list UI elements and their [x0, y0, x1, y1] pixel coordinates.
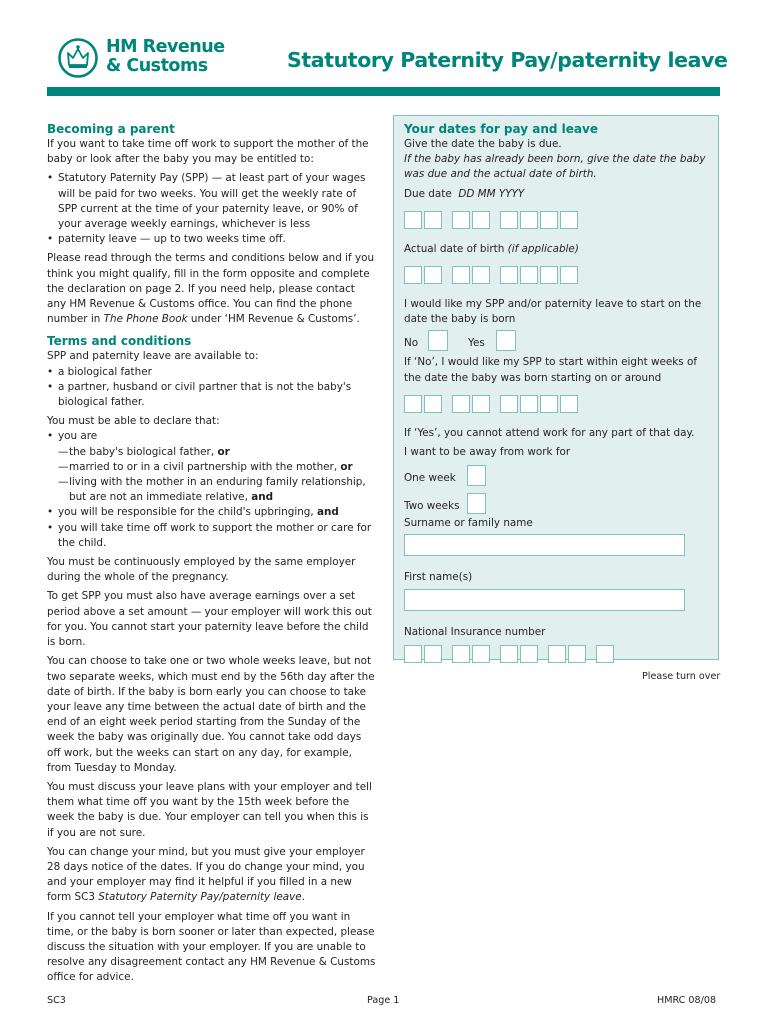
date-digit-box[interactable] — [520, 395, 538, 413]
form-heading: Your dates for pay and leave — [404, 122, 598, 136]
date-digit-box[interactable] — [540, 211, 558, 229]
no-label: No — [404, 337, 419, 350]
one-week-checkbox[interactable] — [467, 465, 486, 486]
due-date-input[interactable] — [404, 211, 708, 231]
start-question: I would like my SPP and/or paternity leave to start on the date the baby is born — [404, 298, 702, 326]
actual-date-label: Actual date of birth (if applicable) — [404, 242, 579, 255]
date-digit-box[interactable] — [404, 211, 422, 229]
if-no-text: If ‘No’, I would like my SPP to start within eight weeks of the date the baby was born starting on or around — [404, 356, 698, 384]
ni-char-box[interactable] — [472, 645, 490, 663]
ni-char-box[interactable] — [404, 645, 422, 663]
date-digit-box[interactable] — [452, 211, 470, 229]
first-name-label: First name(s) — [404, 571, 473, 584]
declaration-list — [47, 429, 377, 551]
date-digit-box[interactable] — [520, 266, 538, 284]
ni-char-box[interactable] — [424, 645, 442, 663]
para-employed: You must be continuously employed by the same employer during the whole of the pregnancy. — [47, 556, 356, 584]
para-earnings: To get SPP you must also have average earnings over a set period above a set amount — your employer will work this out for you. You cannot start your paternity leave before the child is born. — [47, 590, 372, 649]
relationship-list — [58, 445, 377, 506]
dates-form-panel — [393, 115, 719, 660]
actual-date-input[interactable] — [404, 266, 708, 286]
date-digit-box[interactable] — [452, 395, 470, 413]
list-item: — the baby's biological father, or — [58, 445, 377, 460]
brand-name: HM Revenue & Customs — [106, 37, 225, 76]
date-digit-box[interactable] — [560, 266, 578, 284]
list-item: • a biological father — [47, 365, 377, 380]
ni-char-box[interactable] — [520, 645, 538, 663]
date-digit-box[interactable] — [520, 211, 538, 229]
guidance-column — [47, 121, 377, 990]
becoming-heading: Becoming a parent — [47, 122, 175, 136]
please-turn-over: Please turn over — [642, 671, 721, 682]
ni-number-input[interactable] — [404, 645, 708, 665]
ni-char-box[interactable] — [568, 645, 586, 663]
list-item: — living with the mother in an enduring family relationship, but are not an immediate relative, and — [58, 475, 377, 505]
two-weeks-option — [404, 492, 708, 514]
page-number: Page 1 — [367, 995, 400, 1006]
entitlement-list — [47, 171, 377, 247]
declare-intro: You must be able to declare that: — [47, 415, 220, 428]
page-title: Statutory Paternity Pay/paternity leave — [287, 48, 728, 72]
terms-heading: Terms and conditions — [47, 334, 192, 349]
terms-intro: SPP and paternity leave are available to: — [47, 350, 259, 363]
date-digit-box[interactable] — [424, 266, 442, 284]
date-digit-box[interactable] — [424, 211, 442, 229]
away-label: I want to be away from work for — [404, 446, 571, 459]
eligibility-list — [47, 365, 377, 411]
two-weeks-label: Two weeks — [404, 500, 460, 513]
surname-input[interactable] — [404, 534, 685, 556]
ni-char-box[interactable] — [452, 645, 470, 663]
start-choice — [404, 329, 708, 351]
date-digit-box[interactable] — [560, 395, 578, 413]
ni-char-box[interactable] — [500, 645, 518, 663]
date-digit-box[interactable] — [500, 395, 518, 413]
date-digit-box[interactable] — [560, 211, 578, 229]
hmrc-crest-logo — [58, 38, 98, 78]
due-date-label: Due date DD MM YYYY — [404, 187, 525, 200]
form-reference: HMRC 08/08 — [657, 995, 717, 1006]
ni-char-box[interactable] — [596, 645, 614, 663]
first-name-input[interactable] — [404, 589, 685, 611]
date-digit-box[interactable] — [540, 395, 558, 413]
read-instructions: Please read through the terms and conditions below and if you think you might qualify, fill in the form opposite and complete the declaration on page 2. If you need help, please contact any HM Revenue & Customs office. You can find the phone number in The Phone Book under ‘HM Revenue & Customs’. — [47, 252, 375, 326]
header-divider — [47, 87, 720, 96]
date-digit-box[interactable] — [424, 395, 442, 413]
date-digit-box[interactable] — [500, 266, 518, 284]
list-item: • paternity leave — up to two weeks time off. — [47, 232, 377, 247]
para-cannot: If you cannot tell your employer what time off you want in time, or the baby is born sooner or later than expected, please discuss the situation with your employer. If you are unable to resolve any disagreement contact any HM Revenue & Customs office for advice. — [47, 910, 376, 984]
one-week-label: One week — [404, 472, 456, 485]
date-digit-box[interactable] — [452, 266, 470, 284]
start-date-input[interactable] — [404, 395, 708, 415]
date-digit-box[interactable] — [404, 266, 422, 284]
list-item: • you will be responsible for the child's upbringing, and — [47, 505, 377, 520]
para-choose: You can choose to take one or two whole weeks leave, but not two separate weeks, which must end by the 56th day after the date of birth. If the baby is born early you can choose to take your leave any time between the actual date of birth and the end of an eight week period starting from the Sunday of the week the baby was originally due. You cannot take odd days off work, but the weeks can start on any day, for example, from Tuesday to Monday. — [47, 655, 375, 774]
date-digit-box[interactable] — [500, 211, 518, 229]
if-born-text: If the baby has already been born, give the date the baby was due and the actual date of birth. — [404, 153, 706, 181]
surname-label: Surname or family name — [404, 517, 533, 530]
list-item: • you are — the baby's biological father, or — married to or in a civil partnership with the mother, or — living with the mother in an enduring family relationship, but are not an immediate relative, and — [47, 429, 377, 505]
ni-char-box[interactable] — [548, 645, 566, 663]
date-digit-box[interactable] — [472, 395, 490, 413]
list-item: • you will take time off work to support the mother or care for the child. — [47, 521, 377, 551]
para-change: You can change your mind, but you must give your employer 28 days notice of the dates. If you do change your mind, you and your employer may find it helpful if you filled in a new form SC3 Statutory Paternity Pay/paternity leave. — [47, 845, 365, 904]
no-checkbox[interactable] — [428, 330, 448, 351]
two-weeks-checkbox[interactable] — [467, 493, 486, 514]
ni-label: National Insurance number — [404, 625, 546, 638]
if-yes-text: If ‘Yes’, you cannot attend work for any part of that day. — [404, 426, 695, 439]
date-digit-box[interactable] — [472, 211, 490, 229]
give-date-text: Give the date the baby is due. — [404, 138, 562, 150]
para-discuss: You must discuss your leave plans with your employer and tell them what time off you want by the 15th week before the week the baby is due. Your employer can tell you when this is if you are not sure. — [47, 780, 372, 839]
list-item: • Statutory Paternity Pay (SPP) — at least part of your wages will be paid for two weeks. You will get the weekly rate of SPP current at the time of your paternity leave, or 90% of your average weekly earnings, whichever is less — [47, 171, 377, 232]
date-digit-box[interactable] — [472, 266, 490, 284]
yes-checkbox[interactable] — [496, 330, 516, 351]
form-code: SC3 — [47, 995, 66, 1006]
list-item: • a partner, husband or civil partner that is not the baby's biological father. — [47, 380, 377, 410]
list-item: — married to or in a civil partnership with the mother, or — [58, 460, 377, 475]
one-week-option — [404, 464, 708, 486]
becoming-intro: If you want to take time off work to support the mother of the baby or look after the baby you may be entitled to: — [47, 138, 369, 166]
date-digit-box[interactable] — [540, 266, 558, 284]
yes-label: Yes — [468, 337, 485, 350]
date-digit-box[interactable] — [404, 395, 422, 413]
